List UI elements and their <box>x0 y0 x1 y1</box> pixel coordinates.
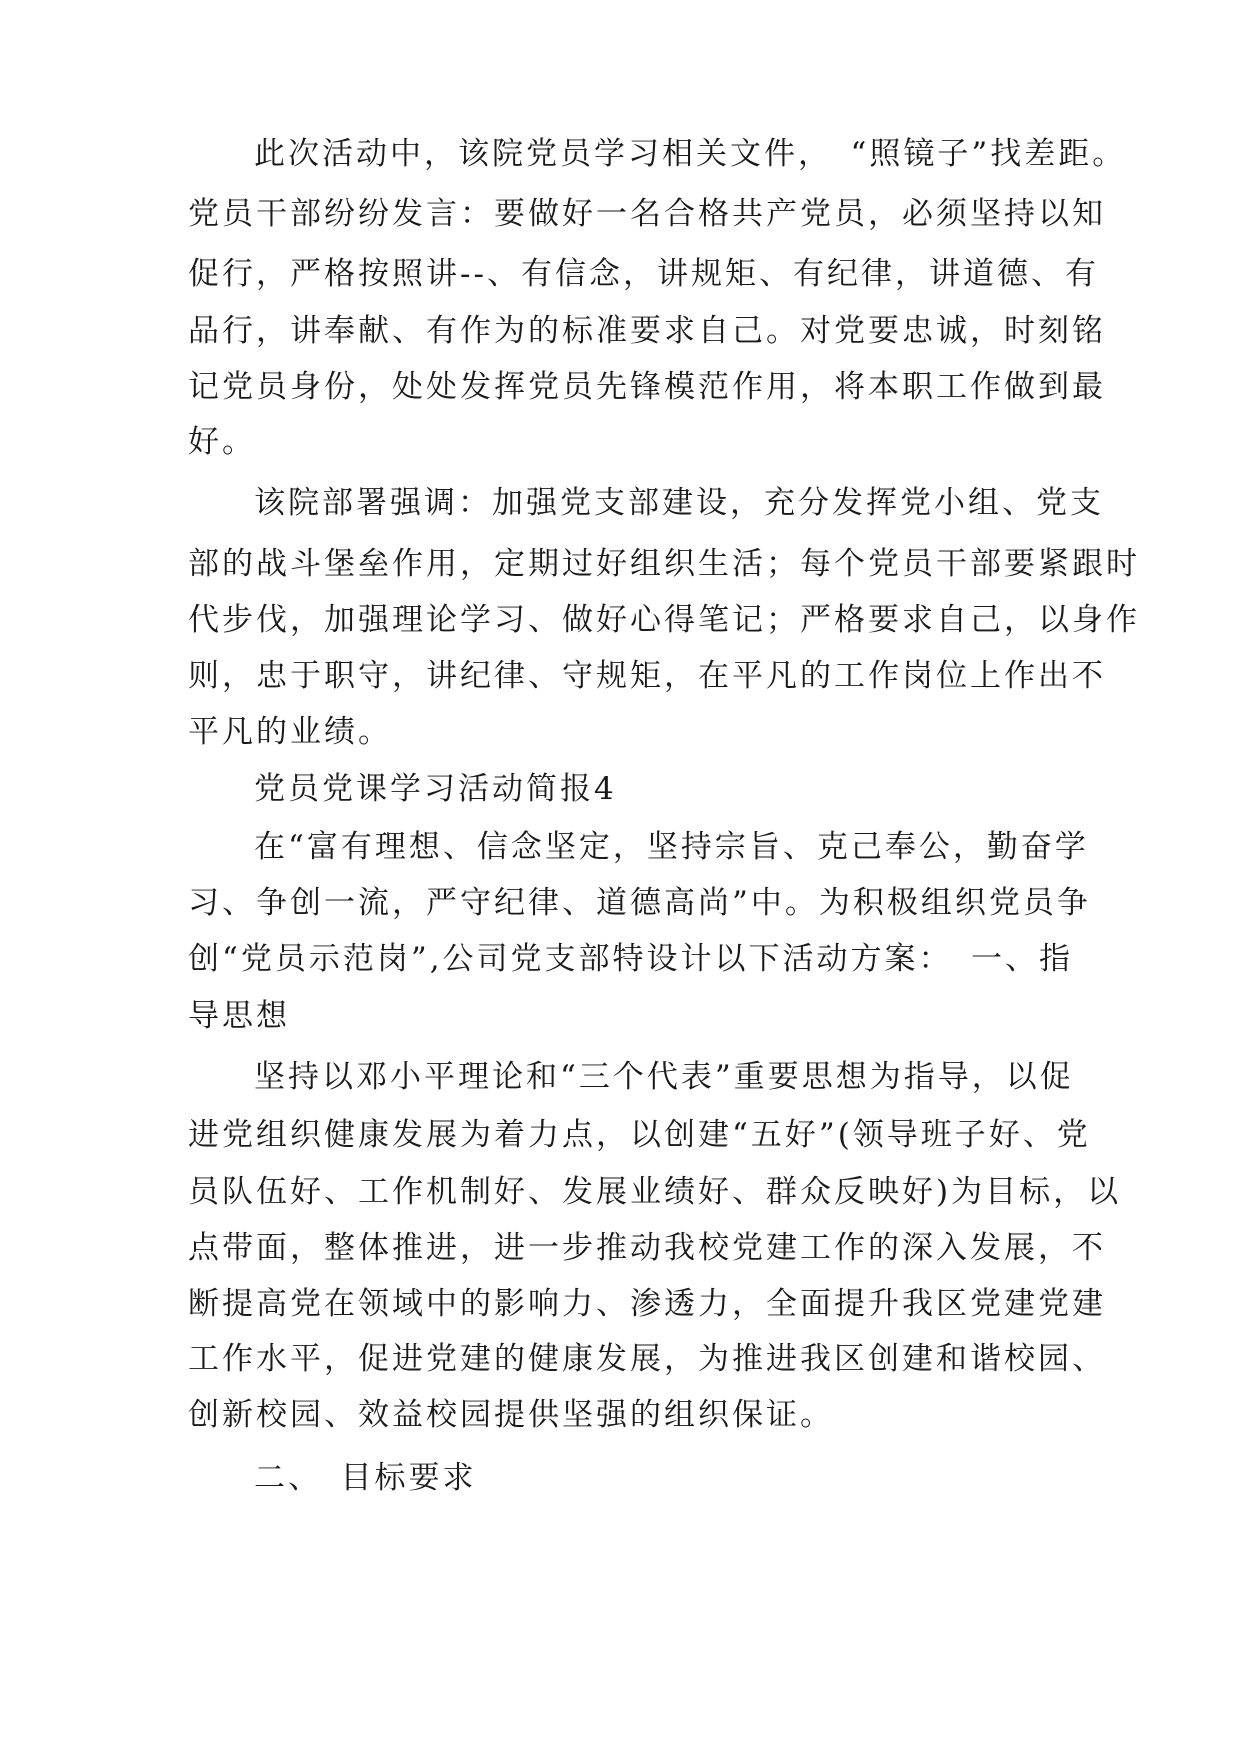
text-line: 党员干部纷纷发言：要做好一名合格共产党员，必须坚持以知 <box>188 196 1106 232</box>
text-line: 记党员身份，处处发挥党员先锋模范作用，将本职工作做到最 <box>188 369 1106 405</box>
text-line: 习、争创一流，严守纪律、道德高尚”中。为积极组织党员争 <box>188 885 1091 921</box>
text-line: 品行，讲奉献、有作为的标准要求自己。对党要忠诚，时刻铭 <box>188 313 1106 349</box>
text-line: 断提高党在领域中的影响力、渗透力，全面提升我区党建党建 <box>188 1286 1106 1322</box>
text-line: 此次活动中，该院党员学习相关文件， “照镜子”找差距。 <box>254 136 1127 172</box>
text-line: 创新校园、效益校园提供坚强的组织保证。 <box>188 1397 834 1433</box>
text-line: 代步伐，加强理论学习、做好心得笔记；严格要求自己，以身作 <box>188 602 1140 638</box>
text-line: 点带面，整体推进，进一步推动我校党建工作的深入发展，不 <box>188 1230 1106 1266</box>
text-line: 部的战斗堡垒作用，定期过好组织生活；每个党员干部要紧跟时 <box>188 546 1140 582</box>
text-line: 进党组织健康发展为着力点，以创建“五好”(领导班子好、党 <box>188 1117 1091 1153</box>
text-line: 则，忠于职守，讲纪律、守规矩，在平凡的工作岗位上作出不 <box>188 658 1106 694</box>
text-line: 好。 <box>188 424 256 460</box>
text-line: 导思想 <box>188 998 290 1034</box>
text-line: 该院部署强调：加强党支部建设，充分发挥党小组、党支 <box>254 485 1104 521</box>
section-heading: 党员党课学习活动简报4 <box>254 771 617 807</box>
text-line: 工作水平，促进党建的健康发展，为推进我区创建和谐校园、 <box>188 1341 1106 1377</box>
section-heading: 二、 目标要求 <box>254 1460 477 1496</box>
text-line: 平凡的业绩。 <box>188 714 392 750</box>
text-line: 员队伍好、工作机制好、发展业绩好、群众反映好)为目标，以 <box>188 1174 1122 1210</box>
text-line: 创“党员示范岗”,公司党支部特设计以下活动方案： 一、指 <box>188 941 1074 977</box>
text-line: 促行，严格按照讲--、有信念，讲规矩、有纪律，讲道德、有 <box>188 256 1099 292</box>
text-line: 在“富有理想、信念坚定，坚持宗旨、克己奉公，勤奋学 <box>254 829 1089 865</box>
text-line: 坚持以邓小平理论和“三个代表”重要思想为指导，以促 <box>254 1059 1074 1095</box>
